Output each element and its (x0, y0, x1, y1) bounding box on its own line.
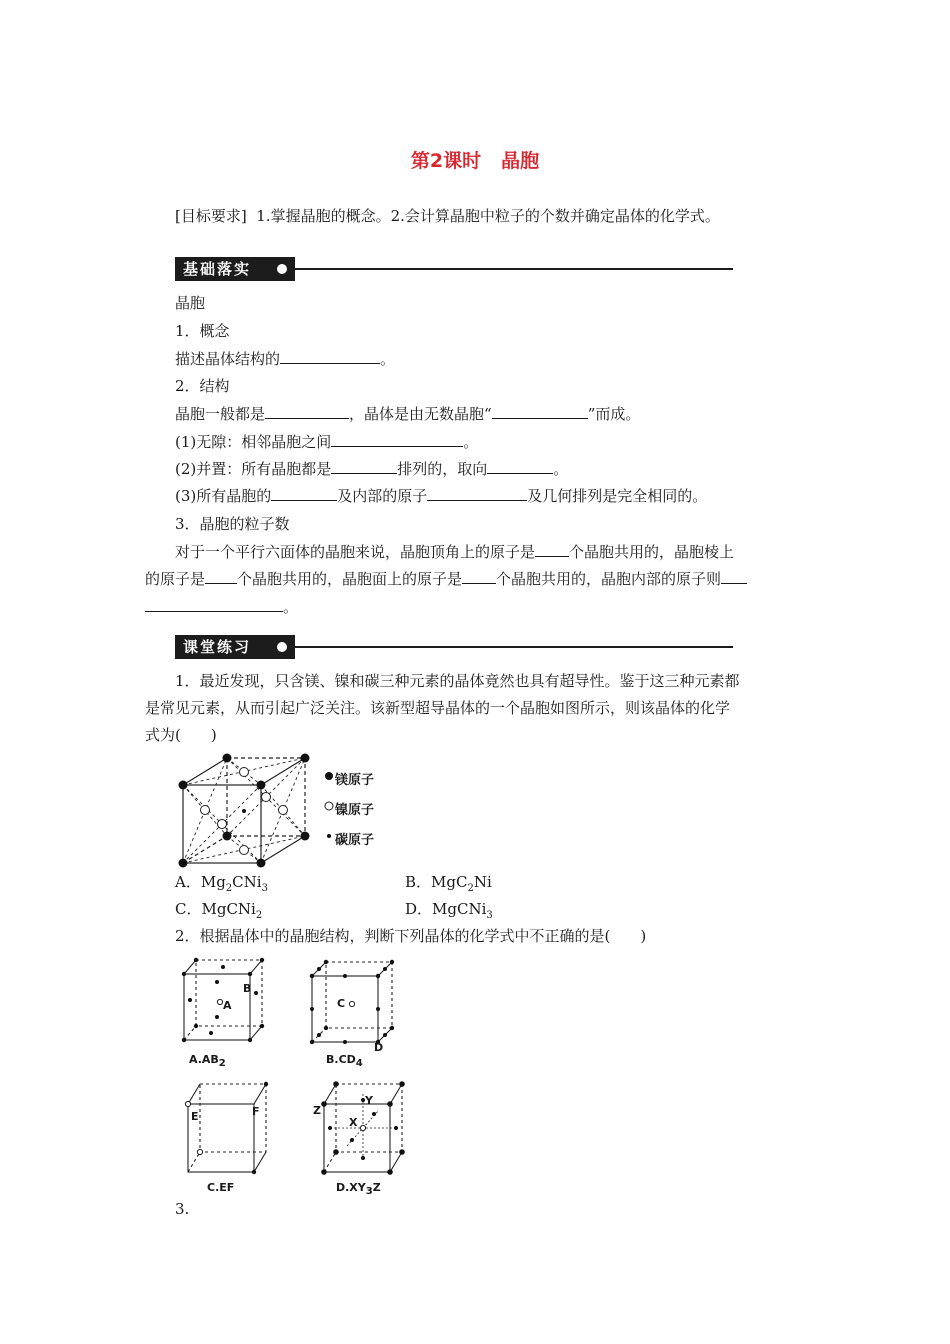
banner-rule (295, 646, 733, 648)
fill-blank[interactable] (492, 404, 588, 419)
option-d[interactable]: D．MgCNi$_3$ (405, 900, 493, 921)
concept-title: 1．概念 (175, 322, 230, 340)
structure-text: 晶胞一般都是 (175, 405, 266, 423)
fill-blank[interactable] (535, 542, 569, 557)
banner-dot-icon (277, 642, 287, 652)
fill-blank[interactable] (205, 569, 237, 584)
lesson-topic: 晶胞 (501, 150, 540, 172)
fig-b-unit-cell (302, 954, 402, 1052)
page-title (0, 146, 950, 173)
legend-c: 碳原子 (335, 833, 375, 848)
structure-title: 2．结构 (175, 377, 230, 395)
legend-ni: 镍原子 (335, 803, 375, 818)
item-text: 及内部的原子 (337, 487, 428, 505)
lesson-number: 第2课时 (410, 150, 482, 172)
item-text: (3)所有晶胞的 (175, 487, 272, 505)
fill-blank[interactable] (462, 569, 496, 584)
fig-d-caption: $D.XY_3Z$ (336, 1181, 381, 1198)
structure-text: ，晶体是由无数晶胞“ (349, 405, 492, 423)
fig-d-label-z: Z (313, 1104, 321, 1117)
fill-blank[interactable] (265, 404, 349, 419)
fig-c-label-f: F (252, 1105, 260, 1118)
fig-c-caption: C.EF (207, 1181, 235, 1194)
structure-item-2 (175, 458, 568, 479)
fill-blank[interactable] (427, 486, 527, 501)
fig-b-label-d: D (374, 1041, 384, 1054)
period: 。 (553, 460, 569, 478)
question-2: 2．根据晶体中的晶胞结构，判断下列晶体的化学式中不正确的是( ) (175, 927, 647, 945)
item-text: 排列的，取向 (397, 460, 488, 478)
banner-dot-icon (277, 264, 287, 274)
count-text: 个晶胞共用的，晶胞内部的原子则 (496, 570, 722, 588)
structure-item-3 (175, 485, 707, 506)
banner-label: 基础落实 (175, 257, 295, 281)
learning-goals (175, 205, 720, 226)
fig-b-label-c: C (337, 997, 346, 1010)
question-3: 3. (175, 1200, 190, 1218)
count-text: 对于一个平行六面体的晶胞来说，晶胞顶角上的原子是 (175, 543, 536, 561)
structure-line (175, 403, 640, 424)
concept-line (175, 348, 395, 369)
count-text: 个晶胞共用的，晶胞面上的原子是 (237, 570, 463, 588)
fill-blank[interactable] (331, 432, 463, 447)
fill-blank[interactable] (487, 459, 553, 474)
count-line-3 (145, 596, 298, 617)
item-text: (1)无隙：相邻晶胞之间 (175, 433, 332, 451)
goals-text: 1.掌握晶胞的概念。2.会计算晶胞中粒子的个数并确定晶体的化学式。 (256, 207, 720, 225)
legend-mg: 镁原子 (335, 773, 375, 788)
cell-edge (183, 758, 227, 785)
fill-blank[interactable] (280, 349, 380, 364)
fill-blank[interactable] (331, 459, 397, 474)
structure-text: ”而成。 (587, 405, 641, 423)
fig-c-unit-cell (176, 1078, 276, 1176)
item-text: (2)并置：所有晶胞都是 (175, 460, 332, 478)
c-atom-legend-icon (327, 834, 331, 838)
fig-a-unit-cell (172, 952, 272, 1050)
question-1-line-3: 式为( ) (145, 726, 217, 744)
mg-atom-legend-icon (325, 772, 333, 780)
fig-d-label-x: X (349, 1116, 358, 1129)
section-heading: 晶胞 (175, 294, 206, 312)
item-text: 及几何排列是完全相同的。 (527, 487, 708, 505)
banner-label: 课堂练习 (175, 635, 295, 659)
option-c[interactable]: C．MgCNi$_2$ (175, 900, 263, 921)
ni-atom-legend-icon (325, 802, 333, 810)
fill-blank[interactable] (145, 597, 283, 612)
period: 。 (283, 598, 299, 616)
cell-edge (183, 836, 227, 863)
question-1-line-1: 1．最近发现，只含镁、镍和碳三种元素的晶体竟然也具有超导性。鉴于这三种元素都 (175, 672, 740, 690)
fig-d-label-y: Y (365, 1094, 373, 1107)
goals-label: [目标要求] (175, 207, 247, 225)
fig-a-caption: $A.AB_2$ (189, 1053, 226, 1070)
banner-rule (295, 268, 733, 270)
fig-a-label-b: B (243, 982, 252, 995)
fig-c-label-e: E (191, 1110, 199, 1123)
period: 。 (463, 433, 479, 451)
fill-blank[interactable] (271, 486, 337, 501)
fill-blank[interactable] (721, 569, 747, 584)
count-text: 的原子是 (145, 570, 206, 588)
structure-item-1 (175, 431, 478, 452)
fig-b-caption: $B.CD_4$ (326, 1053, 363, 1070)
option-a[interactable]: A．$Mg_2CNi_3$ (175, 873, 268, 894)
concept-text: 描述晶体结构的 (175, 350, 281, 368)
count-text: 个晶胞共用的，晶胞棱上 (569, 543, 735, 561)
count-title: 3．晶胞的粒子数 (175, 515, 290, 533)
count-line-1 (175, 541, 734, 562)
cell-edge (261, 758, 305, 785)
option-b[interactable]: B．MgC$_2$Ni (405, 873, 492, 894)
cell-edge (261, 836, 305, 863)
period: 。 (380, 350, 396, 368)
question-1-line-2: 是常见元素，从而引起广泛关注。该新型超导晶体的一个晶胞如图所示，则该晶体的化学 (145, 699, 731, 717)
fig-d-unit-cell (312, 1078, 412, 1176)
count-line-2 (145, 568, 747, 589)
fig-a-label-a: A (223, 999, 232, 1012)
